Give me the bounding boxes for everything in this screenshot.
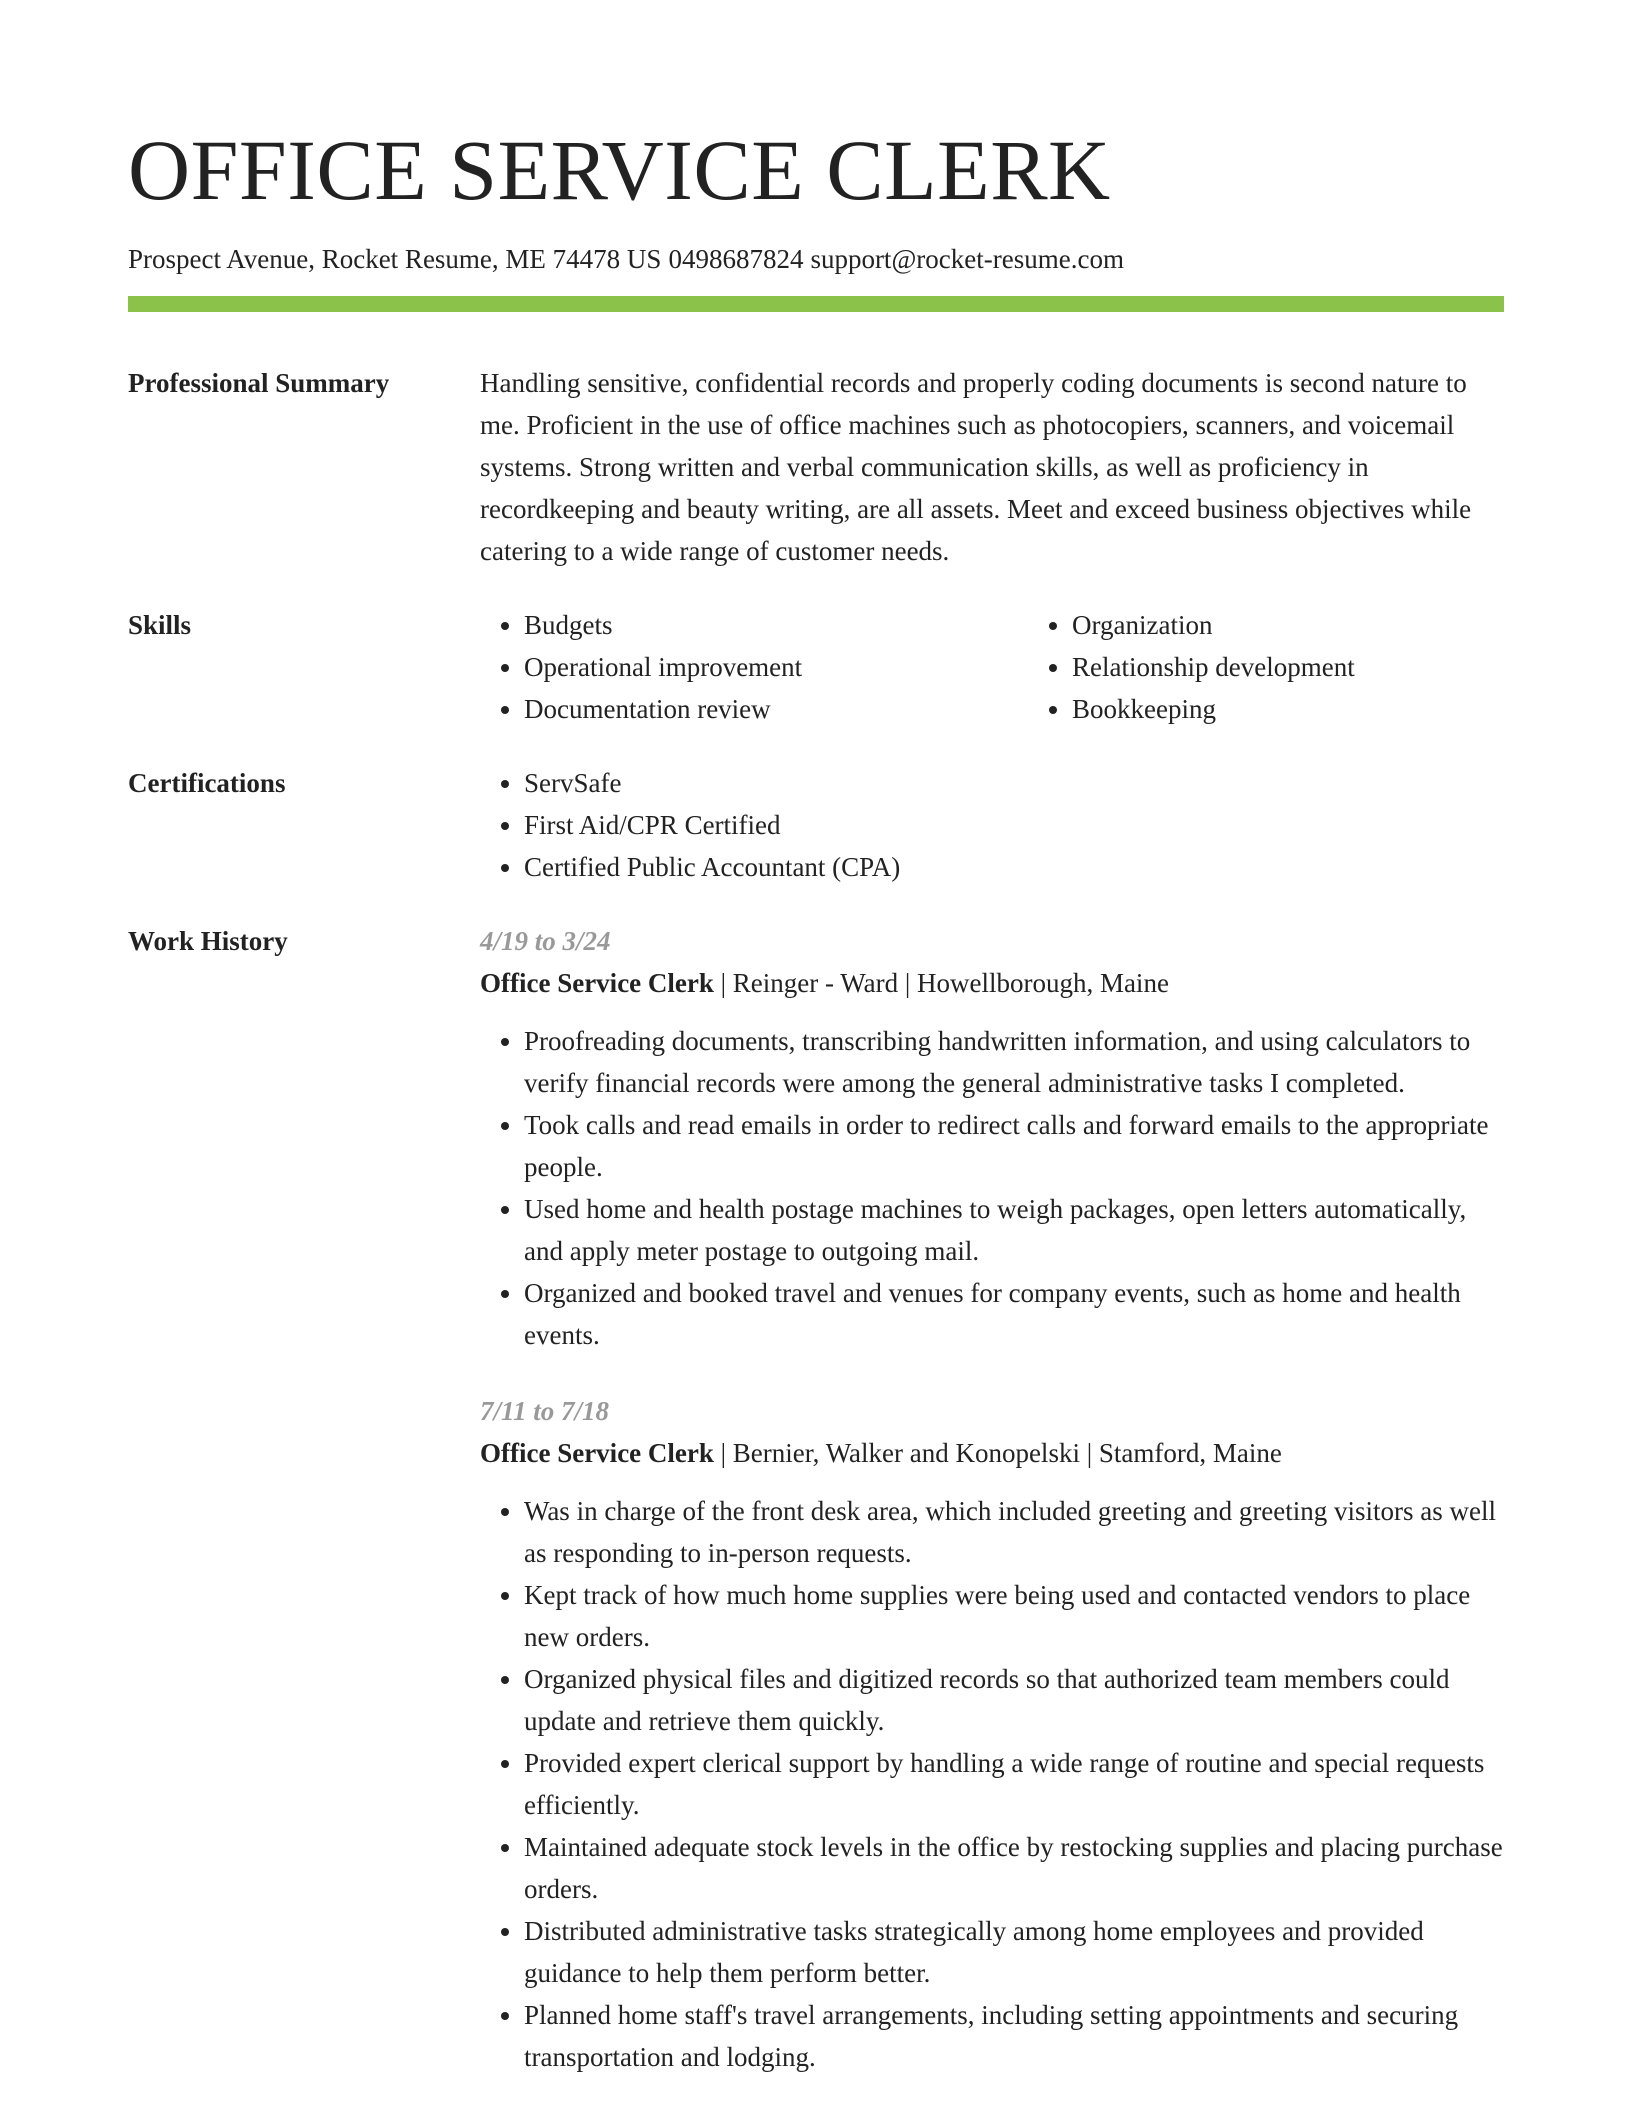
resume-page: [128, 118, 1504, 2078]
job-dates: 7/11 to 7/18: [480, 1396, 610, 1426]
job-details: | Reinger - Ward | Howellborough, Maine: [713, 968, 1169, 998]
job-bullets: [480, 1490, 1504, 2078]
certification-item: • ServSafe: [524, 762, 1504, 804]
skills-heading: Skills: [128, 610, 192, 640]
job-dates: 4/19 to 3/24: [480, 926, 611, 956]
job-bullet: • Organized physical files and digitized records so that authorized team members could update and retrieve them quickly.: [524, 1658, 1504, 1742]
job-bullet: • Took calls and read emails in order to redirect calls and forward emails to the appropriate people.: [524, 1104, 1504, 1188]
certifications-heading: Certifications: [128, 768, 286, 798]
summary-content: [480, 362, 1504, 572]
skills-list-left: [480, 604, 1028, 730]
skill-item: • Organization: [1072, 604, 1576, 646]
certification-item: • Certified Public Accountant (CPA): [524, 846, 1504, 888]
job-bullet: • Provided expert clerical support by handling a wide range of routine and special requests efficiently.: [524, 1742, 1504, 1826]
job-title-line: [480, 1432, 1504, 1474]
skill-item: • Documentation review: [524, 688, 1028, 730]
work-history-heading: Work History: [128, 926, 288, 956]
job-entry: [480, 920, 1504, 1356]
skills-list-right: [1028, 604, 1576, 730]
skill-item: • Bookkeeping: [1072, 688, 1576, 730]
job-bullets: [480, 1020, 1504, 1356]
job-bullet: • Distributed administrative tasks strategically among home employees and provided guidance to help them perform better.: [524, 1910, 1504, 1994]
contact-email: support@rocket-resume.com: [810, 244, 1124, 274]
job-bullet: • Proofreading documents, transcribing handwritten information, and using calculators to verify financial records were among the general administrative tasks I completed.: [524, 1020, 1504, 1104]
work-history-section: [128, 920, 1504, 2078]
summary-heading: Professional Summary: [128, 368, 390, 398]
work-history-content: [480, 920, 1504, 2078]
header-divider: [128, 296, 1504, 312]
certifications-list: [480, 762, 1504, 888]
summary-text: Handling sensitive, confidential records and properly coding documents is second nature to me. Proficient in the use of office machines such as photocopiers, scanners, and voicemail systems. Strong written and verbal communication skills, as well as proficiency in recordkeeping and beauty writing, are all assets. Meet and exceed business objectives while catering to a wide range of customer needs.: [480, 368, 1472, 566]
contact-address: Prospect Avenue, Rocket Resume, ME 74478 US: [128, 244, 662, 274]
skills-section: [128, 604, 1504, 730]
job-entry: [480, 1390, 1504, 2078]
job-title-line: [480, 962, 1504, 1004]
job-bullet: • Used home and health postage machines to weigh packages, open letters automatically, and apply meter postage to outgoing mail.: [524, 1188, 1504, 1272]
job-bullet: • Was in charge of the front desk area, which included greeting and greeting visitors as well as responding to in-person requests.: [524, 1490, 1504, 1574]
job-title: Office Service Clerk: [480, 1438, 714, 1468]
contact-line: [128, 242, 1504, 276]
job-details: | Bernier, Walker and Konopelski | Stamford, Maine: [713, 1438, 1282, 1468]
certification-item: • First Aid/CPR Certified: [524, 804, 1504, 846]
skill-item: • Relationship development: [1072, 646, 1576, 688]
skills-content: [480, 604, 1576, 730]
job-bullet: • Organized and booked travel and venues for company events, such as home and health events.: [524, 1272, 1504, 1356]
skill-item: • Budgets: [524, 604, 1028, 646]
certifications-content: [480, 762, 1504, 888]
certifications-section: [128, 762, 1504, 888]
job-bullet: • Maintained adequate stock levels in the office by restocking supplies and placing purchase orders.: [524, 1826, 1504, 1910]
job-bullet: • Planned home staff's travel arrangements, including setting appointments and securing transportation and lodging.: [524, 1994, 1504, 2078]
candidate-name: OFFICE SERVICE CLERK: [128, 122, 1111, 218]
job-bullet: • Kept track of how much home supplies were being used and contacted vendors to place new orders.: [524, 1574, 1504, 1658]
job-title: Office Service Clerk: [480, 968, 714, 998]
skill-item: • Operational improvement: [524, 646, 1028, 688]
summary-section: [128, 362, 1504, 572]
contact-phone: 0498687824: [668, 244, 804, 274]
